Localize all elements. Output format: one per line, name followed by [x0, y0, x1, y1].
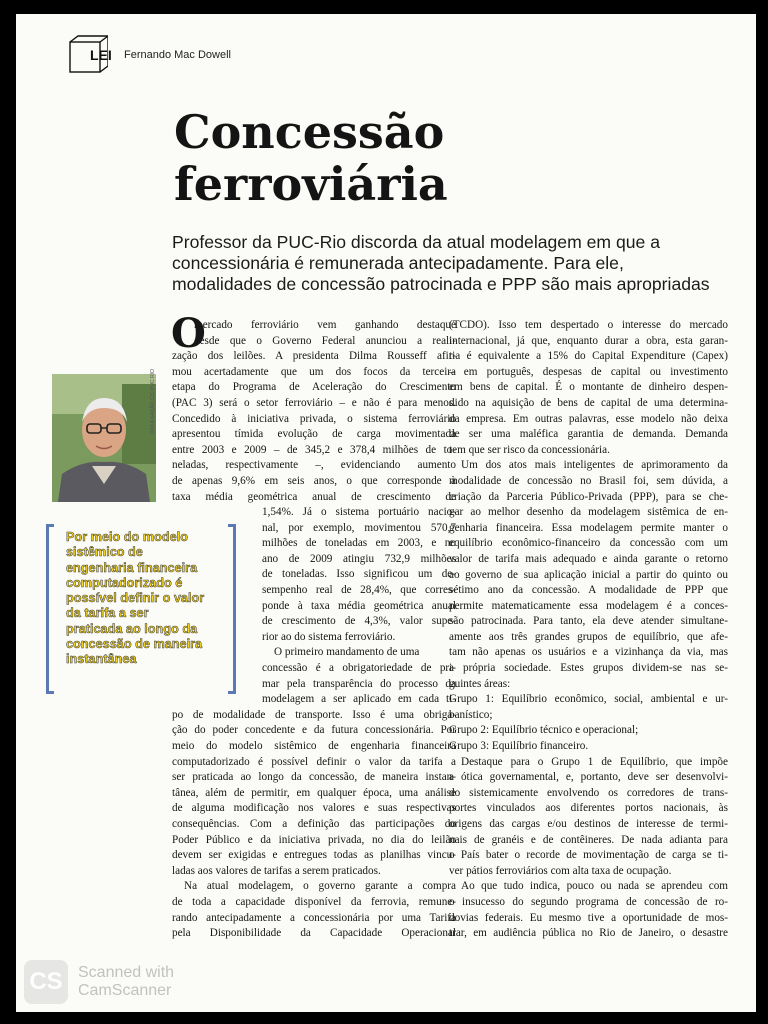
- body-line: taxa média geométrica anual de crescimento de: [172, 490, 456, 503]
- pull-quote-line: sistêmico de: [66, 545, 143, 560]
- author-name: Fernando Mac Dowell: [124, 49, 231, 61]
- camscanner-watermark: [24, 960, 224, 1010]
- body-line: genharia financeira. Essa modelagem permite manter o: [449, 521, 728, 534]
- body-line: rando antecipadamente a concessionária por uma Tarifa: [172, 911, 456, 924]
- body-line: modelagem a ser aplicado em cada ti-: [262, 693, 456, 706]
- body-line: do sistemicamente envolvendo os corredores de trans-: [449, 786, 728, 799]
- watermark-text: [78, 964, 174, 1000]
- body-line: nal, por exemplo, movimentou 570,7: [262, 521, 456, 534]
- body-line: tia é equivalente a 15% do Capital Expenditure (Capex): [449, 350, 728, 363]
- body-line: (PAC 3) será o setor ferroviário – e não é para menos.: [172, 396, 456, 409]
- body-line: a ótica governamental, e, portanto, deve ser desenvolvi-: [449, 771, 728, 784]
- body-line: 1,54%. Já o sistema portuário nacio-: [262, 506, 456, 518]
- body-line: Concedido à iniciativa privada, o sistema ferroviário: [172, 412, 456, 425]
- pull-quote-line: computadorizado é: [66, 575, 183, 590]
- body-line: de alguma modificação nos valores e suas respectivas: [172, 802, 456, 815]
- title-line: Concessão: [174, 105, 445, 159]
- body-line: ser praticada ao longo da concessão, de maneira instan-: [172, 771, 456, 784]
- body-line: gar ao melhor desenho da modelagem sistêmica de en-: [449, 506, 728, 519]
- article-lede: [172, 232, 732, 295]
- body-line: banístico;: [449, 708, 493, 721]
- body-line: internacional, já que, enquanto durar a obra, esta garan-: [449, 334, 728, 347]
- body-line: desde que o Governo Federal anunciou a reali-: [194, 334, 456, 347]
- body-line: o insucesso do segundo programa de concessão de ro-: [449, 895, 728, 908]
- watermark-line: Scanned with: [78, 964, 175, 981]
- author-photo: [52, 374, 156, 502]
- column-2: [449, 318, 728, 942]
- pull-quote-line: instantânea: [66, 652, 137, 667]
- body-line: devem ser exigidas e entregues todas as planilhas vincu-: [172, 849, 456, 862]
- body-line: sétimo ano da concessão. A modalidade de PPP que: [449, 584, 728, 597]
- body-line: Grupo 1: Equilíbrio econômico, social, ambiental e ur-: [449, 693, 728, 706]
- body-line: entre 2003 e 2009 – de 345,2 e 378,4 milhões de to-: [172, 443, 456, 456]
- pull-quote: [46, 524, 236, 694]
- body-line: zação dos leilões. A presidenta Dilma Rousseff afir-: [172, 350, 456, 363]
- body-line: de crescimento de 4,3%, valor supe-: [262, 615, 456, 628]
- watermark-line: CamScanner: [78, 982, 172, 999]
- body-line: neladas, respectivamente –, evidenciando aumento: [172, 459, 456, 472]
- column-1-middle: [262, 505, 456, 708]
- body-line: a própria sociedade. Estes grupos dividem-se nas se-: [449, 662, 728, 675]
- body-line: de toneladas. Isso significou um de-: [262, 568, 456, 581]
- body-line: sempenho real de 28,4%, que corres-: [262, 583, 456, 596]
- body-line: mercado ferroviário vem ganhando destaque: [194, 319, 456, 331]
- body-line: po de modalidade de transporte. Isso é uma obriga-: [172, 708, 456, 721]
- body-line: equilíbrio econômico-financeiro da concessão com um: [449, 537, 728, 550]
- body-line: guintes áreas:: [449, 677, 511, 690]
- pull-quote-line: praticada ao longo da: [66, 621, 198, 636]
- body-line: valor de tarifa mais adequado e ainda garante o retorno: [449, 552, 728, 565]
- body-line: tânea, além de permitir, em qualquer época, uma análise: [172, 786, 456, 799]
- body-line: Grupo 3: Equilíbrio financeiro.: [449, 740, 589, 753]
- lede-line: Professor da PUC-Rio discorda da atual modelagem em que a: [172, 232, 660, 252]
- body-line: modalidade de concessão no Brasil foi, sem dúvida, a: [449, 474, 728, 487]
- article-title: [174, 106, 448, 210]
- body-line: nais de granéis e de contêineres. De nada adianta para: [449, 833, 728, 846]
- bracket-left: [46, 524, 54, 694]
- column-1-lower: [172, 708, 456, 942]
- body-line: amente aos três grandes grupos de equilíbrio, que afe-: [449, 630, 728, 643]
- body-line: dido na aquisição de bens de capital de uma determina-: [449, 396, 728, 409]
- body-line: portes vinculados aos diferentes portos nacionais, às: [449, 802, 728, 815]
- body-line: apresentou tímida evolução de carga movimentada: [172, 428, 456, 441]
- body-line: rior ao do sistema ferroviário.: [262, 630, 396, 643]
- body-line: tem que ser risco da concessionária.: [449, 443, 610, 456]
- body-line: criação da Parceria Público-Privada (PPP), para se che-: [449, 490, 728, 503]
- body-line: – em português, despesas de capital ou investimento: [449, 365, 728, 378]
- body-line: Destaque para o Grupo 1 de Equilíbrio, que impõe: [461, 755, 728, 768]
- body-line: ponde à taxa média geométrica anual: [262, 599, 456, 612]
- drop-cap: O: [171, 310, 206, 357]
- pull-quote-text: [66, 530, 234, 668]
- title-line: ferroviária: [174, 157, 448, 211]
- lede-line: concessionária é remunerada antecipadamente. Para ele,: [172, 253, 624, 273]
- body-line: meio do modelo sistêmico de engenharia financeira: [172, 739, 456, 752]
- body-line: origens das cargas e/ou destinos de interesse de termi-: [449, 818, 728, 830]
- photo-credit: DIVULGAÇÃO C/C PUC RIO: [150, 368, 156, 434]
- section-label: LEI: [90, 47, 112, 63]
- column-1-upper: [172, 349, 456, 505]
- body-line: ladas aos valores de tarifas a serem praticados.: [172, 864, 381, 877]
- body-line: ao governo de sua aplicação inicial a partir do quinto ou: [449, 568, 728, 581]
- body-line: Ao que tudo indica, pouco ou nada se aprendeu com: [461, 880, 728, 893]
- body-line: O primeiro mandamento de uma: [274, 646, 420, 659]
- body-line: tam não apenas os usuários e a vizinhança da via, mas: [449, 646, 728, 659]
- camscanner-logo-icon: CS: [24, 960, 68, 1004]
- body-line: Poder Público e da iniciativa privada, no dia do leilão: [172, 833, 456, 846]
- pull-quote-line: possível definir o valor: [66, 591, 205, 606]
- body-line: (TCDO). Isso tem despertado o interesse do mercado: [449, 319, 728, 331]
- body-line: são patrocinada. Para tanto, ela deve atender simultane-: [449, 615, 728, 628]
- body-line: o País bater o recorde de movimentação de carga se ti-: [449, 849, 728, 862]
- lede-line: modalidades de concessão patrocinada e PPP são mais apropriadas: [172, 274, 710, 294]
- body-line: pela Disponibilidade da Capacidade Operacional: [172, 927, 456, 940]
- body-line: trar, em audiência pública no Rio de Janeiro, o desastre: [449, 927, 728, 940]
- body-line: em bens de capital. É o montante de dinheiro despen-: [449, 381, 728, 394]
- body-line: consequências. Com a definição das participações do: [172, 817, 456, 830]
- body-line: Um dos atos mais inteligentes de aprimoramento da: [461, 459, 728, 472]
- body-line: de apenas 9,6% em seis anos, o que corresponde à: [172, 474, 456, 487]
- pull-quote-line: concessão de maneira: [66, 637, 203, 652]
- pull-quote-line: engenharia financeira: [66, 560, 198, 575]
- body-line: ção do poder concedente e da futura concessionária. Por: [172, 724, 456, 737]
- body-line: Na atual modelagem, o governo garante a compra: [184, 880, 456, 893]
- body-line: mou acertadamente que um dos focos da terceira: [172, 365, 456, 378]
- body-line: etapa do Programa de Aceleração do Crescimento: [172, 381, 456, 394]
- body-line: computadorizado é possível definir o valor da tarifa a: [172, 755, 456, 768]
- body-line: de ser uma maléfica garantia de demanda. Demanda: [449, 428, 728, 441]
- body-line: dovias federais. Eu mesmo tive a oportunidade de mos-: [449, 911, 728, 924]
- body-line: mar pela transparência do processo da: [262, 677, 456, 690]
- body-line: milhões de toneladas em 2003, e no: [262, 537, 456, 550]
- body-line: da empresa. Em outras palavras, esse modelo não deixa: [449, 412, 728, 425]
- body-line: Grupo 2: Equilíbrio técnico e operacional;: [449, 724, 639, 737]
- body-line: ano de 2009 atingiu 732,9 milhões: [262, 552, 456, 565]
- body-line: concessão é a obrigatoriedade de pri-: [262, 661, 456, 674]
- body-line: permite matematicamente essa modelagem é a conces-: [449, 599, 728, 612]
- pull-quote-line: da tarifa a ser: [66, 606, 149, 621]
- column-1-top: [194, 318, 456, 349]
- pull-quote-line: Por meio do modelo: [66, 530, 188, 544]
- magazine-page: [16, 14, 756, 1012]
- body-line: de toda a capacidade disponível da ferrovia, remune-: [172, 895, 456, 908]
- body-line: ver pátios ferroviários com alta taxa de ocupação.: [449, 864, 672, 877]
